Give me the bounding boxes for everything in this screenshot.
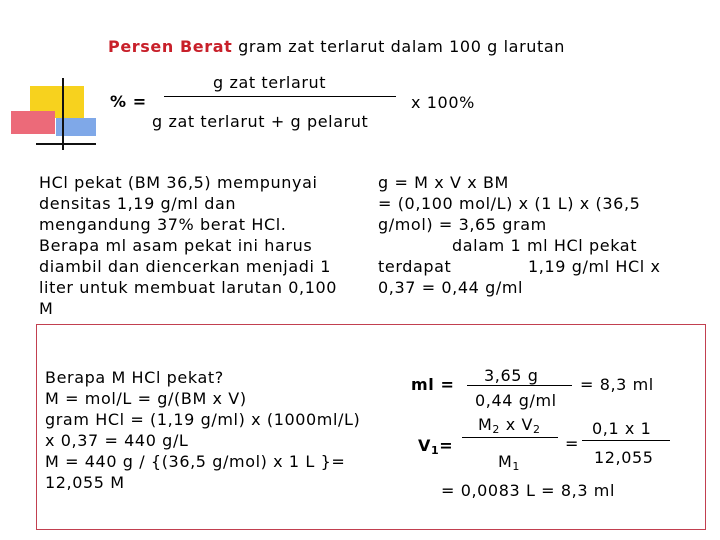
- v1-denominator: [498, 451, 520, 477]
- v1-num2: 0,1 x 1: [592, 419, 652, 438]
- solution-line: g = M x V x BM: [378, 173, 509, 192]
- problem-line: Berapa ml asam pekat ini harus: [39, 236, 313, 255]
- problem-line: densitas 1,19 g/ml dan: [39, 194, 237, 213]
- formula-fraction-line: [164, 96, 396, 97]
- solution-text: [378, 172, 661, 298]
- molarity-line: x 0,37 = 440 g/L: [45, 431, 189, 450]
- solution-line: [378, 256, 661, 277]
- ml-result: = 8,3 ml: [580, 375, 654, 394]
- v1-equals: =: [565, 434, 580, 453]
- solution-line: dalam 1 ml HCl pekat: [452, 236, 638, 255]
- solution-line: = (0,100 mol/L) x (1 L) x (36,5: [378, 194, 641, 213]
- problem-line: HCl pekat (BM 36,5) mempunyai: [39, 173, 318, 192]
- v1-num-m-sub: 2: [492, 423, 501, 436]
- ml-denominator: 0,44 g/ml: [475, 391, 557, 410]
- molarity-line: gram HCl = (1,19 g/ml) x (1000ml/L): [45, 410, 361, 429]
- formula-lhs: % =: [110, 92, 147, 111]
- problem-line: liter untuk membuat larutan 0,100: [39, 278, 338, 297]
- molarity-line: 12,055 M: [45, 473, 125, 492]
- v1-fraction-line: [462, 437, 558, 438]
- v1-fraction-line-2: [582, 440, 670, 441]
- slide-title: [108, 36, 565, 57]
- terdapat-value: 1,19 g/ml HCl x: [528, 257, 661, 276]
- formula-multiplier: x 100%: [411, 93, 475, 112]
- v1-lhs-eq: =: [439, 436, 454, 455]
- v1-den2: 12,055: [594, 448, 654, 467]
- problem-text: [39, 172, 337, 319]
- v1-lhs-sub: 1: [430, 444, 440, 457]
- v1-num-x: x V: [500, 415, 534, 434]
- v1-result: = 0,0083 L = 8,3 ml: [441, 481, 616, 500]
- formula-numerator: g zat terlarut: [213, 73, 327, 92]
- ml-numerator: 3,65 g: [484, 366, 539, 385]
- molarity-line: Berapa M HCl pekat?: [45, 368, 224, 387]
- v1-num-v-sub: 2: [533, 423, 541, 436]
- problem-line: diambil dan diencerkan menjadi 1: [39, 257, 332, 276]
- terdapat-word: terdapat: [378, 257, 452, 276]
- v1-lhs-main: V: [418, 436, 431, 455]
- problem-line: mengandung 37% berat HCl.: [39, 215, 287, 234]
- decor-red-square: [11, 111, 55, 134]
- decor-vertical-line: [62, 78, 64, 150]
- v1-den-m: M: [498, 452, 513, 471]
- problem-line: M: [39, 299, 54, 318]
- solution-line: 0,37 = 0,44 g/ml: [378, 278, 524, 297]
- molarity-line: M = 440 g / {(36,5 g/mol) x 1 L }=: [45, 452, 346, 471]
- v1-den-m-sub: 1: [512, 460, 521, 473]
- title-rest: gram zat terlarut dalam 100 g larutan: [232, 37, 566, 56]
- ml-lhs: ml =: [411, 375, 455, 394]
- decor-horizontal-line: [36, 143, 96, 145]
- ml-fraction-line: [467, 385, 572, 386]
- molarity-line: M = mol/L = g/(BM x V): [45, 389, 247, 408]
- title-bold: Persen Berat: [108, 37, 233, 56]
- formula-denominator: g zat terlarut + g pelarut: [152, 112, 369, 131]
- v1-num-m: M: [478, 415, 493, 434]
- v1-lhs: [418, 435, 453, 461]
- solution-line: g/mol) = 3,65 gram: [378, 215, 547, 234]
- molarity-text: [45, 367, 360, 493]
